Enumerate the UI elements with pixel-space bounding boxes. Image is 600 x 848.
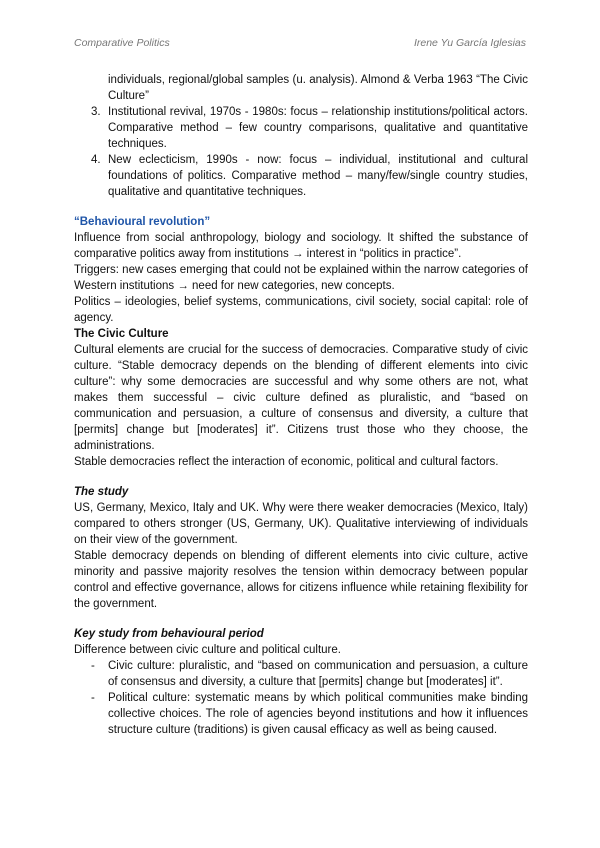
header-course-title: Comparative Politics: [74, 37, 170, 49]
paragraph: Triggers: new cases emerging that could not be explained within the narrow categories of Western institutions → need for new categories, new concepts.: [74, 264, 528, 292]
methods-list: [74, 104, 528, 200]
list-number: 4.: [91, 154, 101, 166]
dash-bullet: -: [91, 692, 95, 704]
paragraph: Influence from social anthropology, biology and sociology. It shifted the substance of comparative politics away from institutions → interest in “politics in practice”.: [74, 232, 528, 260]
header-author: Irene Yu García Iglesias: [413, 37, 526, 49]
key-study-list: [74, 658, 528, 738]
paragraph: Stable democracies reflect the interaction of economic, political and cultural factors.: [74, 456, 499, 468]
paragraph: US, Germany, Mexico, Italy and UK. Why were there weaker democracies (Mexico, Italy) compared to others stronger (US, Germany, UK). Qualitative interviewing of individuals on their view of the government.: [74, 502, 528, 546]
behavioural-heading: “Behavioural revolution”: [74, 216, 211, 228]
study-heading: The study: [74, 486, 129, 498]
list-item: [74, 658, 528, 690]
list-continuation: individuals, regional/global samples (u. analysis). Almond & Verba 1963 “The Civic Culture”: [108, 74, 528, 102]
key-study-heading: Key study from behavioural period: [74, 628, 264, 640]
document-body: [74, 72, 528, 738]
list-item-text: New eclecticism, 1990s - now: focus – individual, institutional and cultural foundations of politics. Comparative method – many/few/single country studies, qualitative and quantitative techniques.: [108, 154, 528, 198]
paragraph: Politics – ideologies, belief systems, communications, civil society, social capital: role of agency.: [74, 296, 528, 324]
paragraph: Cultural elements are crucial for the success of democracies. Comparative study of civic culture. “Stable democracy depends on the blending of different elements into civic culture”: why some democracies are successful and why some others are not, what makes them successful – civic culture defined as pluralistic, and “based on communication and persuasion, a culture of consensus and diversity, a culture that [permits] change but [moderates] it”. Citizens trust those who they choose, the administrations.: [74, 344, 528, 452]
list-item: [74, 690, 528, 738]
list-item-text: Civic culture: pluralistic, and “based on communication and persuasion, a culture of consensus and diversity, a culture that [permits] change but [moderates] it”.: [108, 660, 528, 688]
list-number: 3.: [91, 106, 101, 118]
list-item: [74, 152, 528, 200]
dash-bullet: -: [91, 660, 95, 672]
paragraph: Difference between civic culture and political culture.: [74, 644, 341, 656]
civic-culture-heading: The Civic Culture: [74, 328, 169, 340]
list-item-text: Institutional revival, 1970s - 1980s: focus – relationship institutions/political actors. Comparative method – few country comparisons, qualitative and quantitative techniques.: [108, 106, 528, 150]
paragraph: Stable democracy depends on blending of different elements into civic culture, active minority and passive majority resolves the tension within democracy between popular control and effective governance, allows for citizens influence while retaining flexibility for the government.: [74, 550, 528, 610]
list-item-text: Political culture: systematic means by which political communities make binding collective choices. The role of agencies beyond institutions and how it influences structure culture (traditions) is given causal efficacy as well as being caused.: [108, 692, 528, 736]
list-item: [74, 104, 528, 152]
